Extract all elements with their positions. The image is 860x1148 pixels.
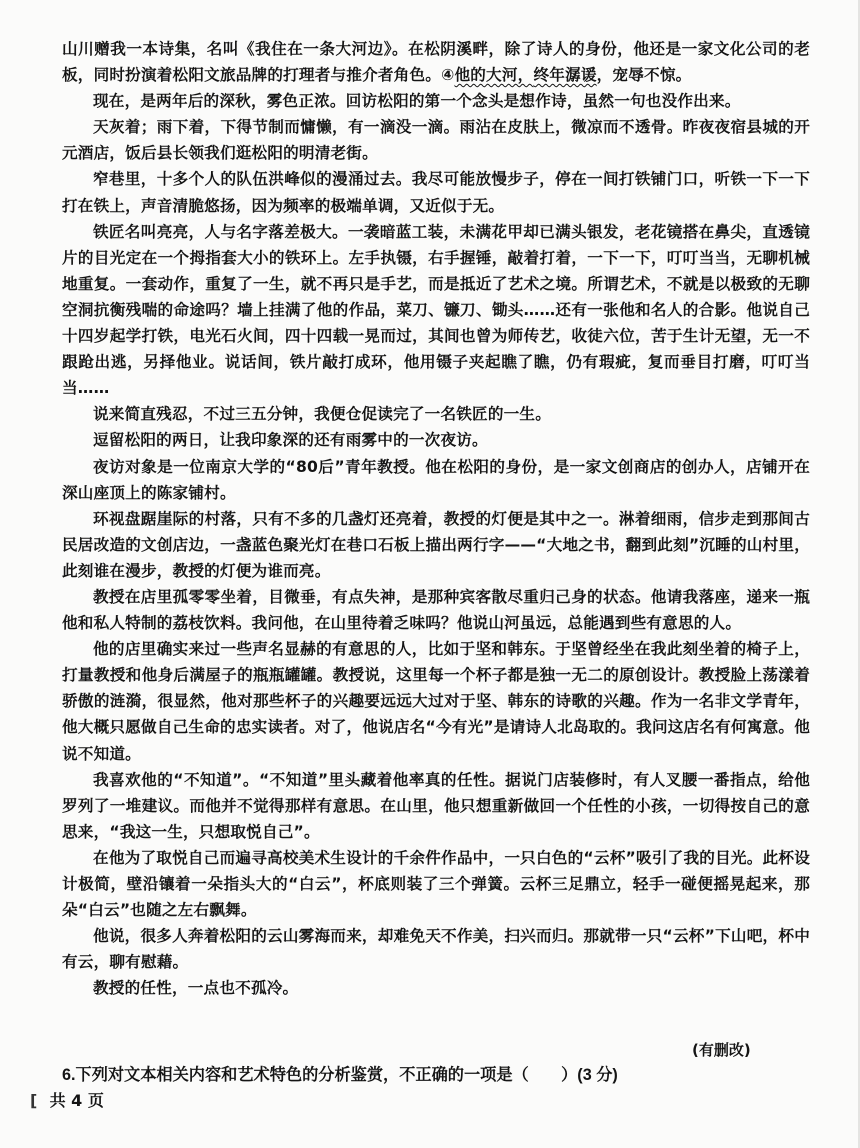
reading-passage [62, 36, 810, 1001]
paragraph-14: 他说，很多人奔着松阳的云山雾海而来，却难免天不作美，扫兴而归。那就带一只“云杯”下山吧，杯中有云，聊有慰藉。 [62, 927, 810, 972]
paragraph-2: 现在，是两年后的深秋，雾色正浓。回访松阳的第一个念头是想作诗，虽然一句也没作出来。 [93, 92, 741, 111]
source-note: (有删改) [692, 1041, 751, 1059]
sentence-marker: ④ [441, 66, 455, 85]
underlined-sentence-part-b: 终年潺谖 [533, 66, 597, 85]
question-6: 6.下列对文本相关内容和艺术特色的分析鉴赏，不正确的一项是（ ）(3 分) [62, 1066, 618, 1084]
paragraph-10: 教授在店里孤零零坐着，目微垂，有点失神，是那种宾客散尽重归己身的状态。他请我落座，递来一瓶他和私人特制的荔枝饮料。我问他，在山里待着乏味吗？他说山河虽远，总能遇到些有意思的人。 [62, 587, 810, 633]
paragraph-7: 逗留松阳的两日，让我印象深的还有雨雾中的一次夜访。 [93, 431, 488, 450]
paragraph-15: 教授的任性，一点也不孤冷。 [93, 979, 299, 998]
paragraph-12: 我喜欢他的“不知道”。“不知道”里头藏着他率真的任性。据说门店装修时，有人叉腰一番指点，给他罗列了一堆建议。而他并不觉得那样有意思。在山里，他只想重新做回一个任性的小孩，一切得按自己的意思来，“我这一生，只想取悦自己”。 [62, 770, 810, 841]
paragraph-4: 窄巷里，十多个人的队伍洪峰似的漫涌过去。我尽可能放慢步子，停在一间打铁铺门口，听铁一下一下打在铁上，声音清脆悠扬，因为频率的极端单调，又近似于无。 [62, 170, 810, 215]
paragraph-1-text-a: 山川赠我一本诗集，名叫《我住在一条大河边》。在松阴溪畔，除了诗人的身份，他还是一家文化公司的老板，同时扮演着松阳文旅品牌的打理者与推介者角色。 [62, 40, 810, 85]
paragraph-1-text-d: ，宠辱不惊。 [596, 66, 692, 85]
paragraph-11: 他的店里确实来过一些声名显赫的有意思的人，比如于坚和韩东。于坚曾经坐在我此刻坐着的椅子上，打量教授和他身后满屋子的瓶瓶罐罐。教授说，这里每一个杯子都是独一无二的原创设计。教授脸上荡漾着骄傲的涟漪，很显然，他对那些杯子的兴趣要远远大过对于坚、韩东的诗歌的兴趣。作为一名非文学青年，他大概只愿做自己生命的忠实读者。对了，他说店名“今有光”是请诗人北岛取的。我问这店名有何寓意。他说不知道。 [62, 640, 810, 763]
page-count: 共 4 页 [49, 1091, 104, 1110]
paragraph-13: 在他为了取悦自己而遍寻高校美术生设计的千余件作品中，一只白色的“云杯”吸引了我的目光。此杯设计极简，壁沿镶着一朵指头大的“白云”，杯底则装了三个弹簧。云杯三足鼎立，轻手一碰便摇晃起来，那朵“白云”也随之左右飘舞。 [62, 848, 810, 920]
paragraph-8: 夜访对象是一位南京大学的“80后”青年教授。他在松阳的身份，是一家文创商店的创办人，店铺开在深山座顶上的陈家铺村。 [62, 457, 810, 502]
page-footer [30, 1090, 104, 1112]
paragraph-6: 说来简直残忍，不过三五分钟，我便仓促读完了一名铁匠的一生。 [93, 405, 552, 424]
underlined-sentence-part-a: 他的大河， [454, 66, 534, 85]
paragraph-5: 铁匠名叫亮亮，人与名字落差极大。一袭暗蓝工装，未满花甲却已满头银发，老花镜搭在鼻尖，直透镜片的目光定在一个拇指套大小的铁环上。左手执镊，右手握锤，敲着打着，一下一下，叮叮当当，无聊机械地重复。一套动作，重复了一生，就不再只是手艺，而是抵近了艺术之境。所谓艺术，不就是以极致的无聊空洞抗衡残喘的命途吗？墙上挂满了他的作品，菜刀、镰刀、锄头……还有一张他和名人的合影。他说自己十四岁起学打铁，电光石火间，四十四载一晃而过，其间也曾为师传艺，收徒六位，苦于生计无望，无一不跟跄出逃，另择他业。说话间，铁片敲打成环，他用镊子夹起瞧了瞧，仍有瑕疵，复而垂目打磨，叮叮当当…… [62, 222, 810, 398]
paragraph-9: 环视盘踞崖际的村落，只有不多的几盏灯还亮着，教授的灯便是其中之一。淋着细雨，信步走到那间古民居改造的文创店边，一盏蓝色聚光灯在巷口石板上描出两行字——“大地之书，翻到此刻”沉睡的山村里，此刻谁在漫步，教授的灯便为谁而亮。 [62, 509, 810, 580]
footer-bracket: [ [30, 1091, 38, 1110]
paragraph-1 [62, 36, 810, 88]
paragraph-3: 天灰着；雨下着，下得节制而慵懒，有一滴没一滴。雨沾在皮肤上，微凉而不透骨。昨夜夜宿县城的开元酒店，饭后县长领我们逛松阳的明清老街。 [62, 118, 810, 163]
